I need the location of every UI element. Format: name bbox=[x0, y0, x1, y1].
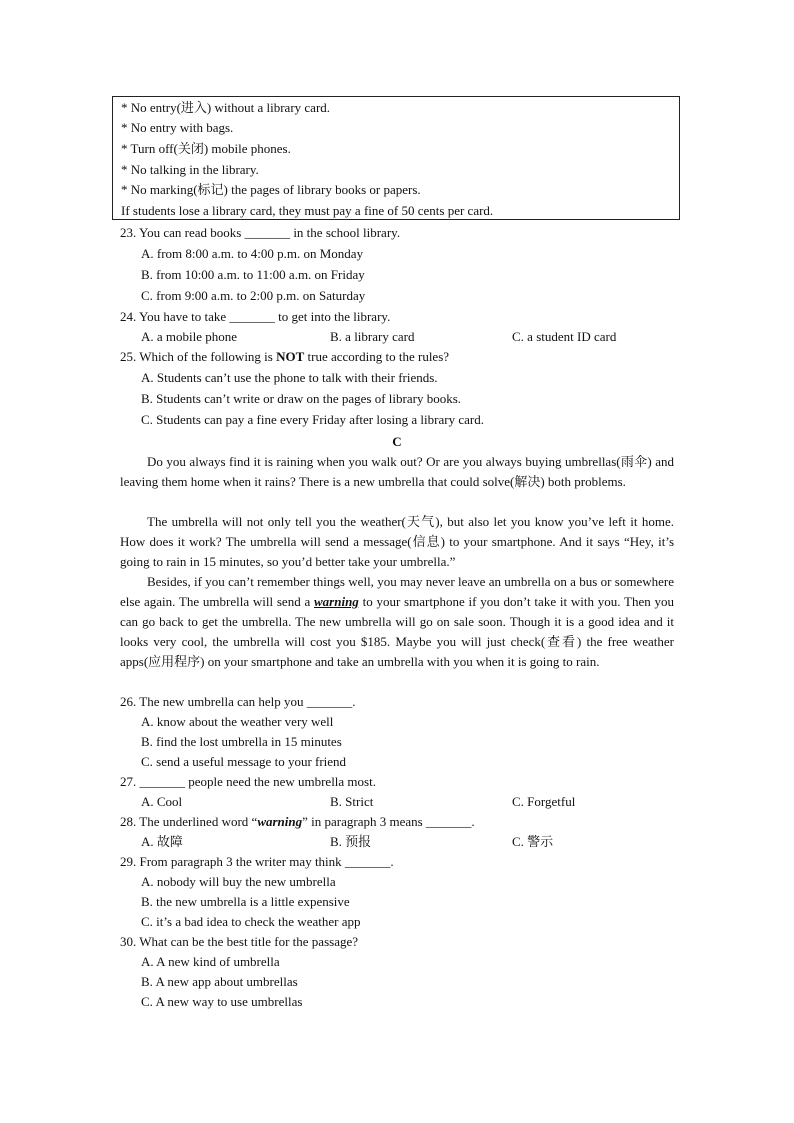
q23-option-b: B. from 10:00 a.m. to 11:00 a.m. on Friday bbox=[141, 267, 365, 282]
q26-option-c: C. send a useful message to your friend bbox=[141, 754, 347, 769]
q30-option-c: C. A new way to use umbrellas bbox=[141, 994, 303, 1009]
q24-option-a: A. a mobile phone bbox=[141, 329, 238, 344]
q23-option-a: A. from 8:00 a.m. to 4:00 p.m. on Monday bbox=[141, 246, 364, 261]
rule-line: If students lose a library card, they must pay a fine of 50 cents per card. bbox=[121, 203, 494, 218]
q29-option-a: A. nobody will buy the new umbrella bbox=[141, 874, 336, 889]
q28-stem-before: 28. The underlined word “ bbox=[120, 814, 258, 829]
q29-option-b: B. the new umbrella is a little expensive bbox=[141, 894, 350, 909]
q24-option-c: C. a student ID card bbox=[512, 329, 617, 344]
q25-stem-before: 25. Which of the following is bbox=[120, 349, 277, 364]
passage-paragraph-1 bbox=[120, 452, 674, 492]
passage-paragraph-2 bbox=[120, 512, 674, 572]
q28-option-a: A. 故障 bbox=[141, 834, 183, 849]
q28-stem-word: warning bbox=[257, 814, 303, 829]
p3-text-after: to your smartphone if you don’t take it with you. Then you can go back to get the umbrella. The new umbrella will go on sale soon. Though it is a good idea and it looks very cool, the umbrella will cost you $185. Maybe you will just check(查看) the free weather apps(应用程序) on your smartphone and take an umbrella with you when it is going to rain. bbox=[120, 594, 674, 669]
q27-option-a: A. Cool bbox=[141, 794, 183, 809]
rule-line: * No entry with bags. bbox=[121, 120, 234, 135]
q27-option-c: C. Forgetful bbox=[512, 794, 576, 809]
question-28-stem bbox=[120, 812, 475, 832]
rule-line: * No entry(进入) without a library card. bbox=[121, 100, 331, 115]
q23-option-c: C. from 9:00 a.m. to 2:00 p.m. on Saturday bbox=[141, 288, 366, 303]
rule-line: * Turn off(关闭) mobile phones. bbox=[121, 141, 291, 156]
question-23-stem: 23. You can read books _______ in the school library. bbox=[120, 225, 401, 240]
q30-option-b: B. A new app about umbrellas bbox=[141, 974, 298, 989]
p3-text-before: Besides, if you can’t remember things well, you may never leave an umbrella on a bus or somewhere else again. The umbrella will send a bbox=[120, 574, 674, 609]
question-26-stem: 26. The new umbrella can help you _______. bbox=[120, 694, 356, 709]
q24-option-b: B. a library card bbox=[330, 329, 415, 344]
rule-line: * No marking(标记) the pages of library books or papers. bbox=[121, 182, 421, 197]
q25-stem-after: true according to the rules? bbox=[304, 349, 450, 364]
question-25-stem bbox=[120, 347, 449, 367]
p1-text: Do you always find it is raining when you walk out? Or are you always buying umbrellas(雨伞) and leaving them home when it rains? There is a new umbrella that could solve(解决) both problems. bbox=[120, 454, 674, 489]
q25-option-b: B. Students can’t write or draw on the pages of library books. bbox=[141, 391, 461, 406]
q28-option-b: B. 预报 bbox=[330, 834, 372, 849]
passage-paragraph-3 bbox=[120, 572, 674, 672]
q28-option-c: C. 警示 bbox=[512, 834, 554, 849]
q25-option-a: A. Students can’t use the phone to talk with their friends. bbox=[141, 370, 438, 385]
q26-option-a: A. know about the weather very well bbox=[141, 714, 334, 729]
rule-line: * No talking in the library. bbox=[121, 162, 259, 177]
p2-text: The umbrella will not only tell you the weather(天气), but also let you know you’ve left it home. How does it work? The umbrella will send a message(信息) to your smartphone. And it says “Hey, it’s going to rain in 15 minutes, so you’d better take your umbrella.” bbox=[120, 514, 674, 569]
question-29-stem: 29. From paragraph 3 the writer may think _______. bbox=[120, 854, 394, 869]
q25-option-c: C. Students can pay a fine every Friday after losing a library card. bbox=[141, 412, 484, 427]
q29-option-c: C. it’s a bad idea to check the weather app bbox=[141, 914, 361, 929]
q28-stem-after: ” in paragraph 3 means _______. bbox=[302, 814, 475, 829]
question-24-stem: 24. You have to take _______ to get into the library. bbox=[120, 309, 391, 324]
q26-option-b: B. find the lost umbrella in 15 minutes bbox=[141, 734, 342, 749]
underlined-word-warning: warning bbox=[314, 594, 359, 609]
section-c-title: C bbox=[392, 434, 402, 449]
question-30-stem: 30. What can be the best title for the passage? bbox=[120, 934, 359, 949]
q25-stem-bold: NOT bbox=[276, 349, 305, 364]
library-rules-box bbox=[112, 96, 680, 220]
q27-option-b: B. Strict bbox=[330, 794, 374, 809]
q30-option-a: A. A new kind of umbrella bbox=[141, 954, 280, 969]
question-27-stem: 27. _______ people need the new umbrella most. bbox=[120, 774, 376, 789]
